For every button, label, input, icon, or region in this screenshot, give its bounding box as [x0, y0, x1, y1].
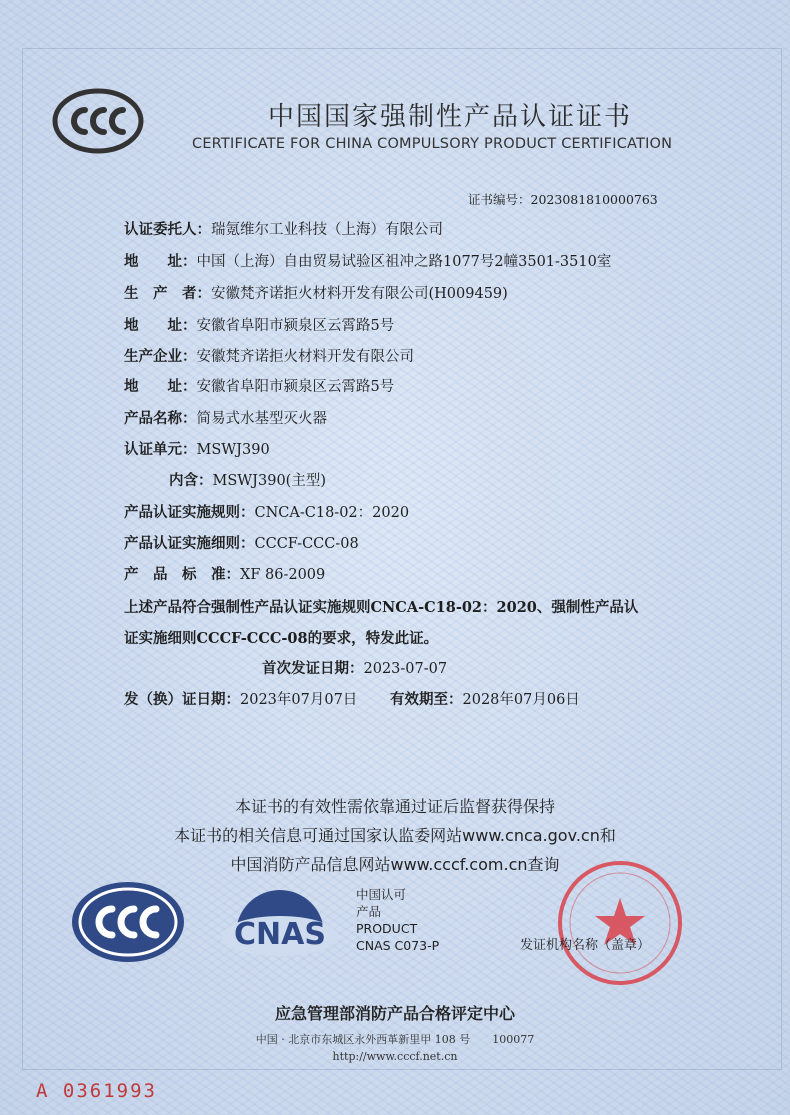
field-label: 认证委托人： — [124, 221, 211, 238]
field-value: 瑞氪维尔工业科技（上海）有限公司 — [211, 222, 443, 238]
issuer-website: http://www.cccf.net.cn — [332, 1050, 458, 1063]
certificate-title-en: CERTIFICATE FOR CHINA COMPULSORY PRODUCT CERTIFICATION — [192, 136, 673, 152]
cnas-line: 中国认可 — [356, 887, 407, 902]
issuer-address: 中国 · 北京市东城区永外西革新里甲 108 号 100077 — [255, 1033, 535, 1046]
field-value: 安徽梵齐诺拒火材料开发有限公司(H009459) — [211, 286, 508, 302]
field-row — [140, 469, 326, 490]
cnas-line: CNAS C073-P — [356, 938, 440, 953]
field-value: 安徽梵齐诺拒火材料开发有限公司 — [196, 349, 414, 365]
field-row — [124, 375, 394, 396]
certificate-number-label: 证书编号： — [468, 192, 531, 207]
field-row — [124, 501, 409, 522]
first-issue-date — [262, 657, 447, 678]
expiry-value: 2028年07月06日 — [462, 692, 580, 708]
validity-notice: 本证书的有效性需依靠通过证后监督获得保持 — [234, 797, 555, 816]
certificate-number-value: 2023081810000763 — [530, 192, 658, 207]
ccc-logo-icon — [52, 88, 144, 154]
serial-number: A 0361993 — [36, 1080, 157, 1102]
field-row — [124, 250, 611, 271]
expiry-date — [390, 688, 580, 709]
field-row — [124, 345, 414, 366]
field-row — [124, 438, 270, 459]
field-value: MSWJ390(主型) — [212, 473, 326, 489]
field-label: 地 址： — [124, 317, 197, 334]
field-value: CCCF-CCC-08 — [254, 536, 359, 552]
first-issue-value: 2023-07-07 — [363, 661, 448, 677]
field-label: 地 址： — [124, 378, 197, 395]
field-label: 生产企业： — [124, 348, 197, 365]
field-label: 认证单元： — [124, 441, 197, 458]
field-label: 地 址： — [124, 253, 197, 270]
field-label: 生 产 者： — [124, 285, 211, 302]
field-row — [124, 218, 443, 239]
cnas-line: 产品 — [356, 904, 382, 919]
field-label: 产品认证实施细则： — [124, 535, 255, 552]
field-value: 中国（上海）自由贸易试验区祖冲之路1077号2幢3501-3510室 — [196, 254, 612, 270]
cnas-logo-text: CNAS — [234, 917, 326, 952]
issue-date — [124, 688, 357, 709]
issue-date-value: 2023年07月07日 — [240, 692, 358, 708]
cccf-website-notice: 中国消防产品信息网站www.cccf.com.cn查询 — [230, 855, 560, 874]
field-label: 产 品 标 准： — [124, 566, 240, 583]
issuing-authority-label: 发证机构名称（盖章） — [520, 938, 651, 953]
field-row — [124, 282, 508, 303]
cnas-accreditation-text — [356, 886, 439, 954]
field-value: 安徽省阜阳市颍泉区云霄路5号 — [196, 318, 395, 334]
field-row — [124, 314, 394, 335]
field-label: 产品认证实施规则： — [124, 504, 255, 521]
field-row — [124, 532, 359, 553]
certificate-number — [468, 190, 658, 208]
field-value: MSWJ390 — [196, 442, 270, 458]
cnca-website-notice: 本证书的相关信息可通过国家认监委网站www.cnca.gov.cn和 — [174, 826, 616, 845]
field-row — [124, 407, 327, 428]
issue-date-label: 发（换）证日期： — [124, 691, 240, 708]
field-value: XF 86-2009 — [240, 567, 326, 583]
cnas-line: PRODUCT — [356, 921, 418, 936]
expiry-label: 有效期至： — [390, 691, 463, 708]
field-row — [124, 563, 325, 584]
issuing-center-name: 应急管理部消防产品合格评定中心 — [274, 1004, 515, 1023]
compliance-statement-line-1: 上述产品符合强制性产品认证实施规则CNCA-C18-02：2020、强制性产品认 — [124, 599, 639, 616]
field-value: 简易式水基型灭火器 — [196, 411, 327, 427]
field-label: 内含： — [140, 472, 213, 489]
compliance-statement-line-2: 证实施细则CCCF-CCC-08的要求，特发此证。 — [124, 630, 439, 647]
official-seal-icon — [555, 858, 685, 988]
field-value: CNCA-C18-02：2020 — [254, 505, 410, 521]
field-value: 安徽省阜阳市颍泉区云霄路5号 — [196, 379, 395, 395]
field-label: 产品名称： — [124, 410, 197, 427]
cnas-logo-icon — [218, 876, 342, 966]
ccc-mark-icon — [70, 880, 186, 964]
first-issue-label: 首次发证日期： — [262, 660, 364, 677]
certificate-title-cn: 中国国家强制性产品认证证书 — [267, 102, 632, 132]
